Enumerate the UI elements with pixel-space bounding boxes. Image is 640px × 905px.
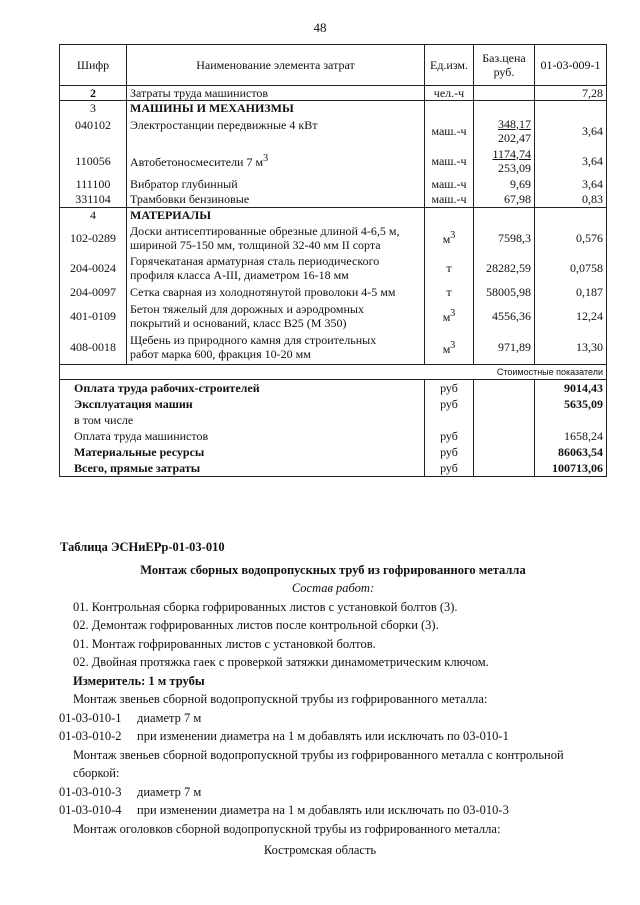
summary-label: Оплата труда машинистов bbox=[60, 428, 425, 444]
header-code: Шифр bbox=[60, 45, 127, 86]
summary-value: 1658,24 bbox=[535, 428, 607, 444]
section-code: 4 bbox=[60, 208, 127, 223]
section-code: 3 bbox=[60, 101, 127, 116]
row-unit: маш.-ч bbox=[425, 116, 474, 146]
norm-line bbox=[59, 727, 607, 746]
table-row bbox=[60, 283, 607, 301]
row-name bbox=[127, 331, 425, 365]
cost-indicators-row bbox=[60, 365, 607, 380]
row-unit: маш.-ч bbox=[425, 146, 474, 176]
measure-unit: Измеритель: 1 м трубы bbox=[73, 673, 205, 688]
row-qty: 0,187 bbox=[535, 283, 607, 301]
summary-unit: руб bbox=[425, 444, 474, 460]
row-name: Затраты труда машинистов bbox=[127, 86, 425, 101]
summary-label: Всего, прямые затраты bbox=[60, 460, 425, 477]
row-code: 204-0097 bbox=[60, 283, 127, 301]
norm-line bbox=[59, 709, 607, 728]
paragraph: Монтаж оголовков сборной водопропускной трубы из гофрированного металла: bbox=[73, 821, 501, 836]
paragraph: Монтаж звеньев сборной водопропускной трубы из гофрированного металла с контрольной bbox=[73, 747, 564, 762]
row-qty: 13,30 bbox=[535, 331, 607, 365]
row-unit bbox=[425, 223, 474, 253]
norm-code: 01-03-010-2 bbox=[59, 729, 122, 743]
row-name-line1: Бетон тяжелый для дорожных и аэродромных bbox=[130, 301, 364, 316]
paragraph: Монтаж звеньев сборной водопропускной трубы из гофрированного металла: bbox=[73, 692, 488, 706]
norm-code: 01-03-010-3 bbox=[59, 784, 122, 799]
summary-value bbox=[535, 412, 607, 428]
row-price: 7598,3 bbox=[474, 223, 535, 253]
row-qty: 0,83 bbox=[535, 192, 607, 208]
row-qty: 0,0758 bbox=[535, 253, 607, 283]
summary-label: Материальные ресурсы bbox=[60, 444, 425, 460]
summary-unit: руб bbox=[425, 396, 474, 412]
row-unit-sup: 3 bbox=[450, 308, 456, 319]
table-row bbox=[60, 146, 607, 176]
table-header-row bbox=[60, 45, 607, 86]
row-qty: 7,28 bbox=[535, 86, 607, 101]
norm-text: при изменении диаметра на 1 м добавлять или исключать по 03-010-1 bbox=[137, 729, 509, 743]
section-row bbox=[60, 208, 607, 223]
paragraph-continuation: сборкой: bbox=[73, 766, 120, 780]
body-text bbox=[59, 538, 607, 838]
row-name-line1: Щебень из природного камня для строительных bbox=[130, 333, 377, 348]
row-name-line1: Горячекатаная арматурная сталь периодического bbox=[130, 253, 380, 268]
row-price-secondary: 253,09 bbox=[498, 160, 531, 175]
header-norm: 01-03-009-1 bbox=[535, 45, 607, 86]
header-unit: Ед.изм. bbox=[425, 45, 474, 86]
summary-row bbox=[60, 380, 607, 397]
summary-unit: руб bbox=[425, 460, 474, 477]
table-row bbox=[60, 223, 607, 253]
row-price-main: 1174,74 bbox=[492, 146, 531, 161]
page-number: 48 bbox=[313, 20, 327, 35]
table-row bbox=[60, 253, 607, 283]
section-row bbox=[60, 101, 607, 116]
summary-unit bbox=[425, 412, 474, 428]
work-item: 02. Двойная протяжка гаек с проверкой затяжки динамометрическим ключом. bbox=[73, 655, 489, 669]
row-unit-sup: 3 bbox=[450, 230, 456, 241]
row-price: 67,98 bbox=[474, 192, 535, 208]
row-name bbox=[127, 301, 425, 331]
row-unit: маш.-ч bbox=[425, 176, 474, 192]
row-name bbox=[127, 253, 425, 283]
row-qty: 3,64 bbox=[535, 116, 607, 146]
row-price: 4556,36 bbox=[474, 301, 535, 331]
row-name: Вибратор глубинный bbox=[127, 176, 425, 192]
norm-text: диаметр 7 м bbox=[137, 710, 202, 725]
row-unit bbox=[425, 331, 474, 365]
row-code: 040102 bbox=[60, 116, 127, 146]
row-unit bbox=[425, 301, 474, 331]
row-unit-text: м bbox=[442, 310, 451, 324]
summary-value: 100713,06 bbox=[535, 460, 607, 477]
summary-unit: руб bbox=[425, 380, 474, 397]
row-unit: маш.-ч bbox=[425, 192, 474, 208]
row-name: Электростанции передвижные 4 кВт bbox=[127, 116, 425, 146]
summary-label: в том числе bbox=[60, 412, 425, 428]
summary-value: 9014,43 bbox=[535, 380, 607, 397]
table-row bbox=[60, 192, 607, 208]
table-row bbox=[60, 331, 607, 365]
header-price bbox=[474, 45, 535, 86]
norm-code: 01-03-010-1 bbox=[59, 710, 122, 725]
row-price-secondary: 202,47 bbox=[498, 130, 531, 145]
summary-value: 5635,09 bbox=[535, 396, 607, 412]
row-price bbox=[474, 116, 535, 146]
summary-value: 86063,54 bbox=[535, 444, 607, 460]
row-unit: чел.-ч bbox=[425, 86, 474, 101]
row-name: Сетка сварная из холоднотянутой проволоки 4-5 мм bbox=[127, 283, 425, 301]
row-name-text: Автобетоносмесители 7 м bbox=[130, 155, 264, 169]
row-name-line1: Доски антисептированные обрезные длиной 4-6,5 м, bbox=[130, 223, 400, 238]
row-price: 971,89 bbox=[474, 331, 535, 365]
summary-row bbox=[60, 396, 607, 412]
row-qty: 3,64 bbox=[535, 146, 607, 176]
row-unit-text: м bbox=[442, 232, 451, 246]
summary-label: Оплата труда рабочих-строителей bbox=[60, 380, 425, 397]
row-price bbox=[474, 86, 535, 101]
row-price: 9,69 bbox=[474, 176, 535, 192]
norm-text: диаметр 7 м bbox=[137, 784, 202, 799]
norm-code: 01-03-010-4 bbox=[59, 803, 122, 817]
row-code: 331104 bbox=[60, 192, 127, 208]
row-unit-text: м bbox=[442, 341, 451, 356]
work-item: 02. Демонтаж гофрированных листов после контрольной сборки (3). bbox=[73, 618, 439, 632]
row-price: 58005,98 bbox=[474, 283, 535, 301]
table-row bbox=[60, 301, 607, 331]
row-unit-sup: 3 bbox=[450, 339, 456, 351]
page-footer: Костромская область bbox=[263, 843, 377, 857]
table-title: Таблица ЭСНиЕРр-01-03-010 bbox=[60, 540, 225, 554]
cost-table bbox=[59, 44, 607, 477]
row-price bbox=[474, 146, 535, 176]
norm-text: при изменении диаметра на 1 м добавлять или исключать по 03-010-3 bbox=[137, 803, 509, 817]
row-unit: т bbox=[425, 253, 474, 283]
section-name: МАШИНЫ И МЕХАНИЗМЫ bbox=[127, 101, 425, 116]
row-code: 204-0024 bbox=[60, 253, 127, 283]
cost-indicators-label: Стоимостные показатели bbox=[60, 365, 607, 380]
row-code: 110056 bbox=[60, 146, 127, 176]
row-name: Трамбовки бензиновые bbox=[127, 192, 425, 208]
summary-label: Эксплуатация машин bbox=[60, 396, 425, 412]
row-code: 401-0109 bbox=[60, 301, 127, 331]
header-price-line2: руб. bbox=[493, 65, 515, 79]
summary-row bbox=[60, 460, 607, 477]
row-code: 2 bbox=[60, 86, 127, 101]
table-row bbox=[60, 116, 607, 146]
row-name-sup: 3 bbox=[263, 153, 269, 164]
row-name-line2: работ марка 600, фракция 10-20 мм bbox=[130, 347, 311, 362]
summary-row bbox=[60, 444, 607, 460]
header-price-line1: Баз.цена bbox=[482, 51, 526, 65]
row-name-line2: профиля класса А-III, диаметром 16-18 мм bbox=[130, 267, 349, 282]
row-qty: 0,576 bbox=[535, 223, 607, 253]
table-row bbox=[60, 86, 607, 101]
table-row bbox=[60, 176, 607, 192]
section-name: МАТЕРИАЛЫ bbox=[127, 208, 425, 223]
row-name-line2: шириной 75-150 мм, толщиной 32-40 мм II сорта bbox=[130, 237, 381, 252]
row-code: 102-0289 bbox=[60, 223, 127, 253]
row-name-line2: покрытий и оснований, класс В25 (М 350) bbox=[130, 315, 347, 330]
row-name bbox=[127, 223, 425, 253]
row-unit: т bbox=[425, 283, 474, 301]
section-heading: Монтаж сборных водопропускных труб из гофрированного металла bbox=[140, 562, 526, 577]
row-code: 111100 bbox=[60, 176, 127, 192]
row-name bbox=[127, 146, 425, 176]
row-qty: 12,24 bbox=[535, 301, 607, 331]
row-code: 408-0018 bbox=[60, 331, 127, 365]
header-name: Наименование элемента затрат bbox=[127, 45, 425, 86]
summary-row bbox=[60, 428, 607, 444]
works-heading: Состав работ: bbox=[291, 581, 375, 595]
summary-unit: руб bbox=[425, 428, 474, 444]
norm-line bbox=[59, 801, 607, 820]
summary-row bbox=[60, 412, 607, 428]
norm-line bbox=[59, 783, 607, 802]
row-price-main: 348,17 bbox=[498, 116, 531, 131]
row-qty: 3,64 bbox=[535, 176, 607, 192]
work-item: 01. Контрольная сборка гофрированных листов с установкой болтов (3). bbox=[73, 599, 458, 614]
row-price: 28282,59 bbox=[474, 253, 535, 283]
work-item: 01. Монтаж гофрированных листов с установкой болтов. bbox=[73, 636, 376, 651]
